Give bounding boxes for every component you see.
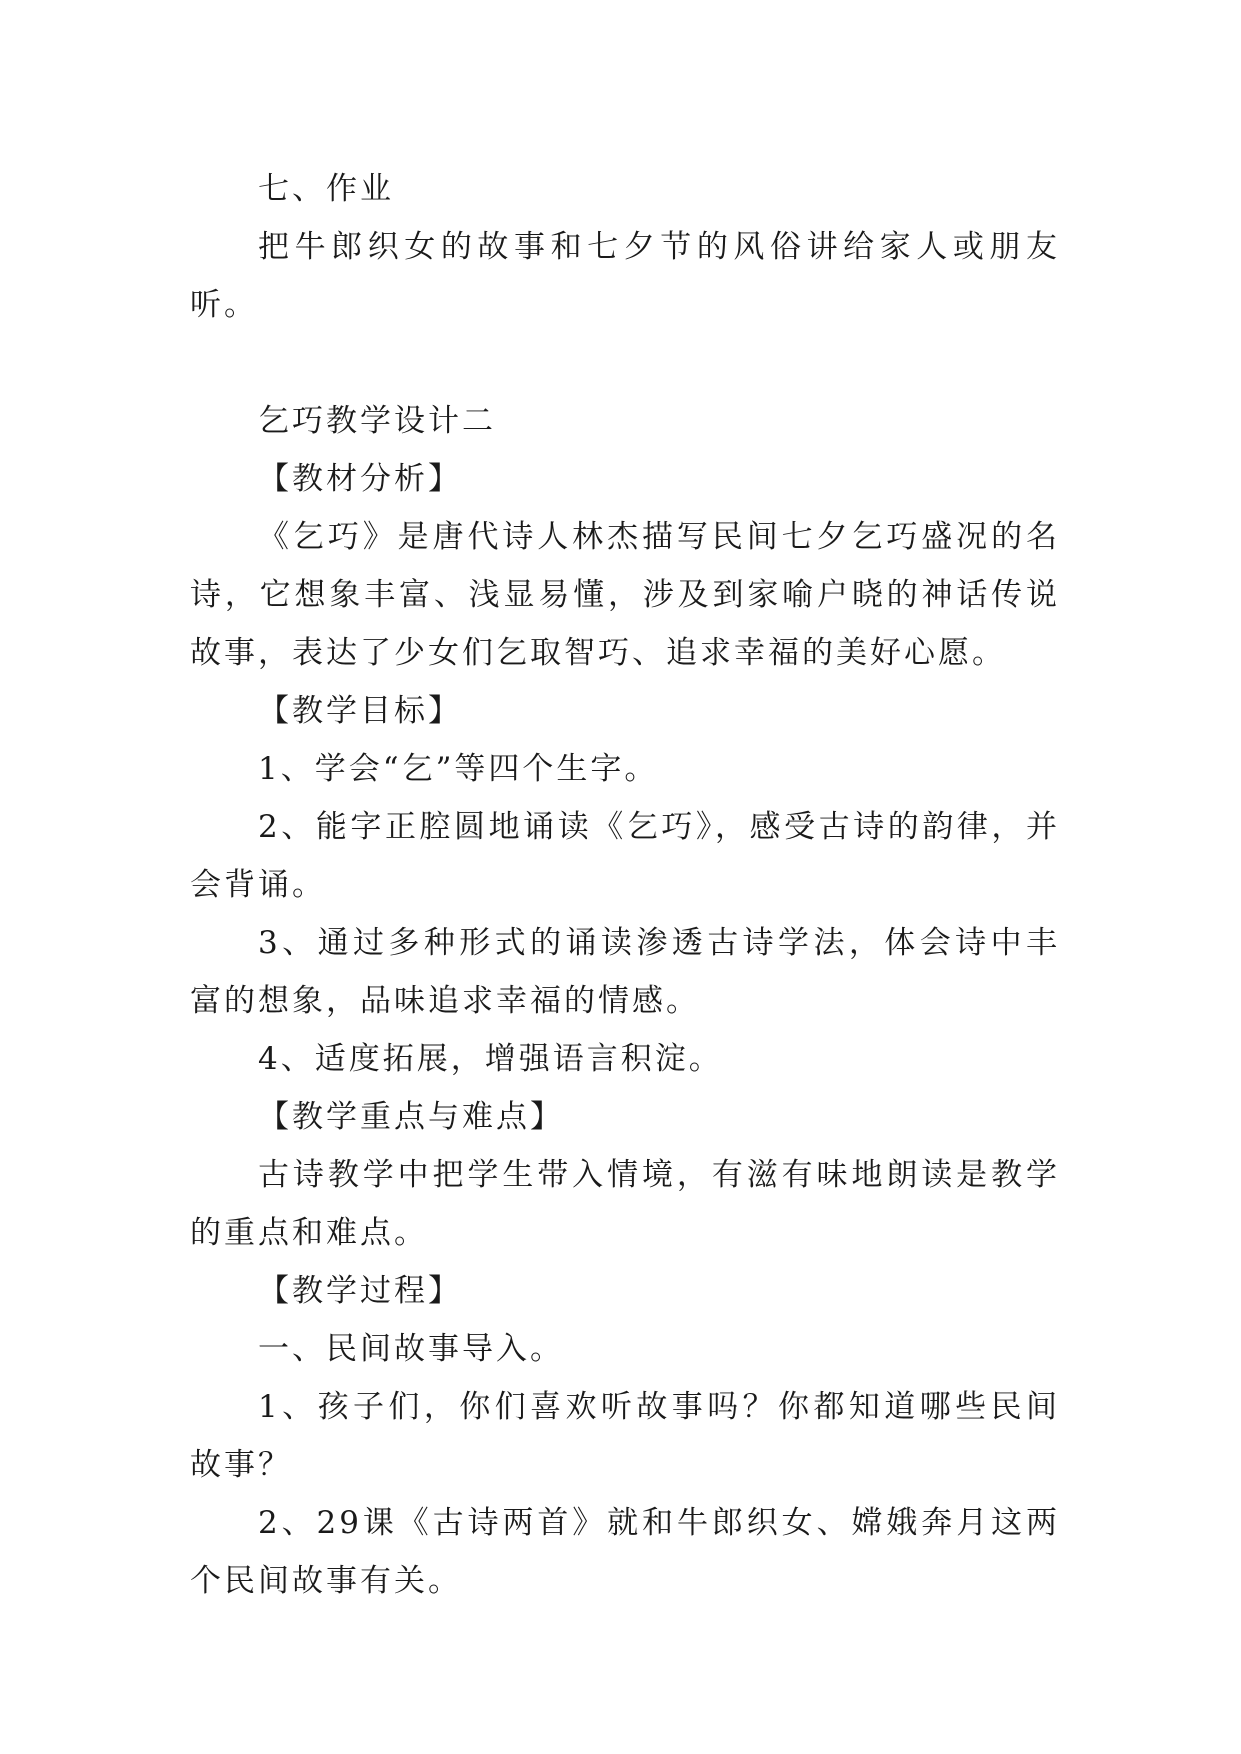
document-title: 乞巧教学设计二 [258,403,496,439]
section-heading-homework: 七、作业 [258,171,394,207]
document-body [190,160,1060,1610]
goal-item-4: 4、适度拓展，增强语言积淀。 [258,1041,723,1077]
textbook-analysis-text: 《乞巧》是唐代诗人林杰描写民间七夕乞巧盛况的名诗，它想象丰富、浅显易懂，涉及到家喻户晓的神话传说故事，表达了少女们乞取智巧、追求幸福的美好心愿。 [190,519,1060,671]
heading-teaching-goals: 【教学目标】 [258,693,462,729]
homework-text: 把牛郎织女的故事和七夕节的风俗讲给家人或朋友听。 [190,229,1060,323]
process-item-2: 2、29课《古诗两首》就和牛郎织女、嫦娥奔月这两个民间故事有关。 [190,1505,1060,1599]
goal-item-1: 1、学会“乞”等四个生字。 [258,751,659,787]
goal-item-2: 2、能字正腔圆地诵读《乞巧》，感受古诗的韵律，并会背诵。 [190,809,1060,903]
heading-textbook-analysis: 【教材分析】 [258,461,462,497]
heading-key-points: 【教学重点与难点】 [258,1099,564,1135]
heading-teaching-process: 【教学过程】 [258,1273,462,1309]
process-item-1: 1、孩子们，你们喜欢听故事吗？你都知道哪些民间故事？ [190,1389,1060,1483]
key-points-text: 古诗教学中把学生带入情境，有滋有味地朗读是教学的重点和难点。 [190,1157,1060,1251]
process-step-heading: 一、民间故事导入。 [258,1331,564,1367]
paragraph-gap [190,334,1060,392]
goal-item-3: 3、通过多种形式的诵读渗透古诗学法，体会诗中丰富的想象，品味追求幸福的情感。 [190,925,1060,1019]
